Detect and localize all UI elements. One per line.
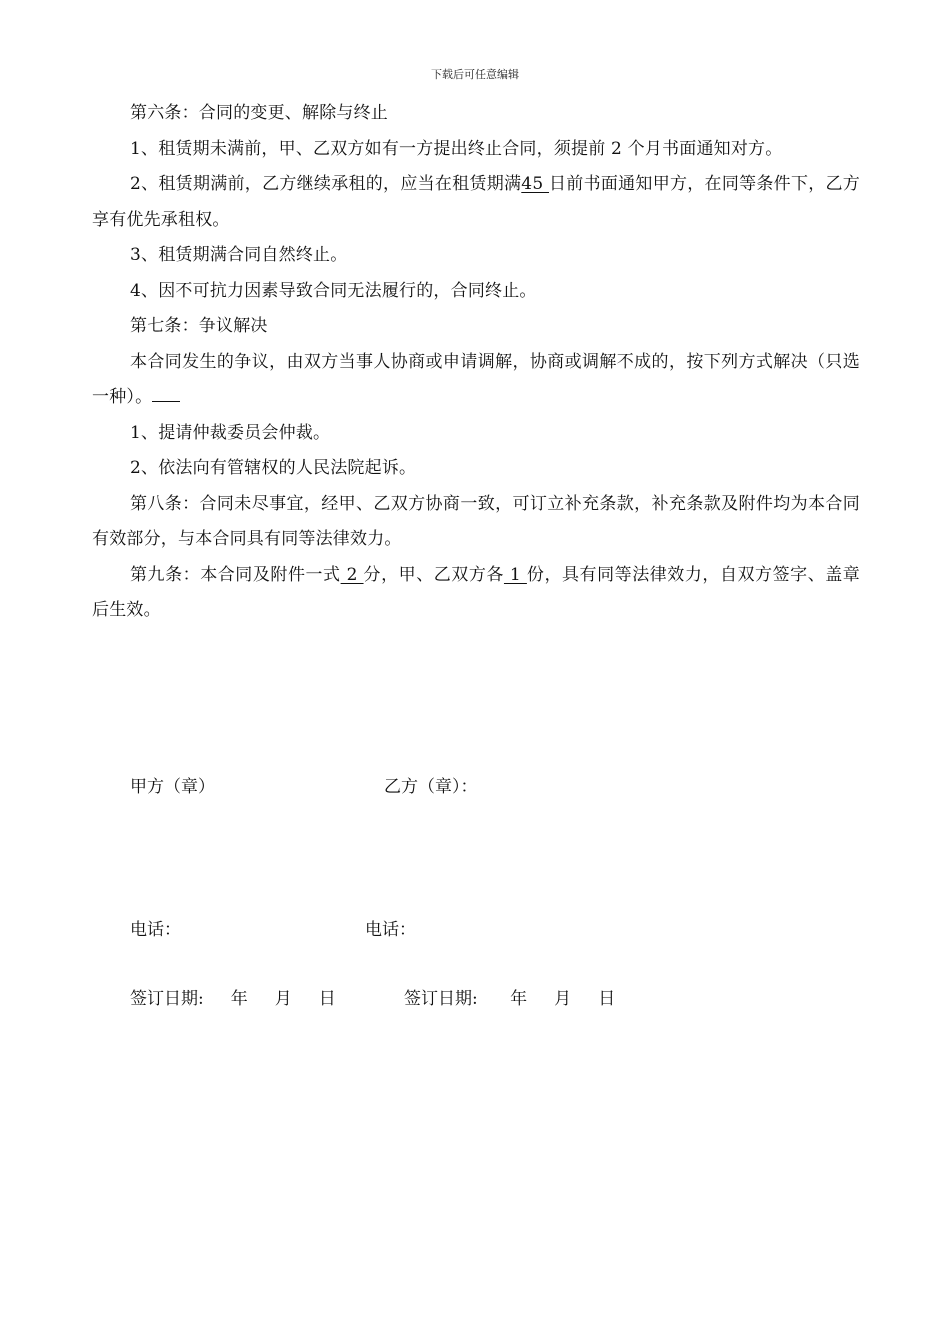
clause-6-title: 第六条：合同的变更、解除与终止 bbox=[130, 103, 388, 123]
choice-blank bbox=[152, 387, 180, 402]
clause-6-item-2-text-b: 日前书面通知甲方，在同等条件下，乙方享有优先承租权。 bbox=[92, 174, 860, 230]
header-note: 下载后可任意编辑 bbox=[431, 68, 519, 81]
clause-9-text-a: 第九条：本合同及附件一式 bbox=[130, 564, 341, 585]
clause-7-body-text: 本合同发生的争议，由双方当事人协商或申请调解，协商或调解不成的，按下列方式解决（只选一种）。 bbox=[92, 351, 860, 407]
clause-8: 第八条：合同未尽事宜，经甲、乙双方协商一致，可订立补充条款，补充条款及附件均为本合同有效部分，与本合同具有同等法律效力。 bbox=[92, 493, 860, 549]
clause-7-title: 第七条：争议解决 bbox=[130, 316, 268, 336]
party-b-phone-label: 电话： bbox=[365, 920, 416, 940]
clause-6-item-2 bbox=[92, 167, 860, 238]
clause-7-body bbox=[92, 345, 860, 416]
copies-each-value: 1 bbox=[503, 564, 527, 585]
clause-6-item-2-text-a: 2、租赁期满前，乙方继续承租的，应当在租赁期满 bbox=[130, 174, 522, 194]
contract-body bbox=[92, 96, 860, 629]
party-a-sign-date: 签订日期: 年 月 日 bbox=[130, 989, 336, 1009]
clause-6-item-1: 1、租赁期未满前，甲、乙双方如有一方提出终止合同，须提前 2 个月书面通知对方。 bbox=[130, 138, 783, 159]
clause-9-text-b: 分，甲、乙双方各 bbox=[363, 564, 504, 585]
clause-6-item-3: 3、租赁期满合同自然终止。 bbox=[130, 245, 348, 265]
clause-9 bbox=[92, 558, 860, 629]
copies-total-value: 2 bbox=[340, 564, 364, 585]
party-a-seal-label: 甲方（章） bbox=[130, 777, 215, 797]
party-b-seal-label: 乙方（章）： bbox=[384, 777, 478, 797]
clause-6-item-4: 4、因不可抗力因素导致合同无法履行的，合同终止。 bbox=[130, 280, 537, 301]
party-a-phone-label: 电话： bbox=[130, 920, 181, 940]
party-b-sign-date: 签订日期: 年 月 日 bbox=[404, 989, 616, 1009]
notice-days-value: 45 bbox=[521, 174, 550, 194]
clause-7-item-2: 2、依法向有管辖权的人民法院起诉。 bbox=[130, 458, 417, 478]
clause-9-text-c: 份，具有同等法律效力，自双方签字、盖章后生效。 bbox=[92, 564, 860, 620]
clause-7-item-1: 1、提请仲裁委员会仲裁。 bbox=[130, 422, 331, 443]
